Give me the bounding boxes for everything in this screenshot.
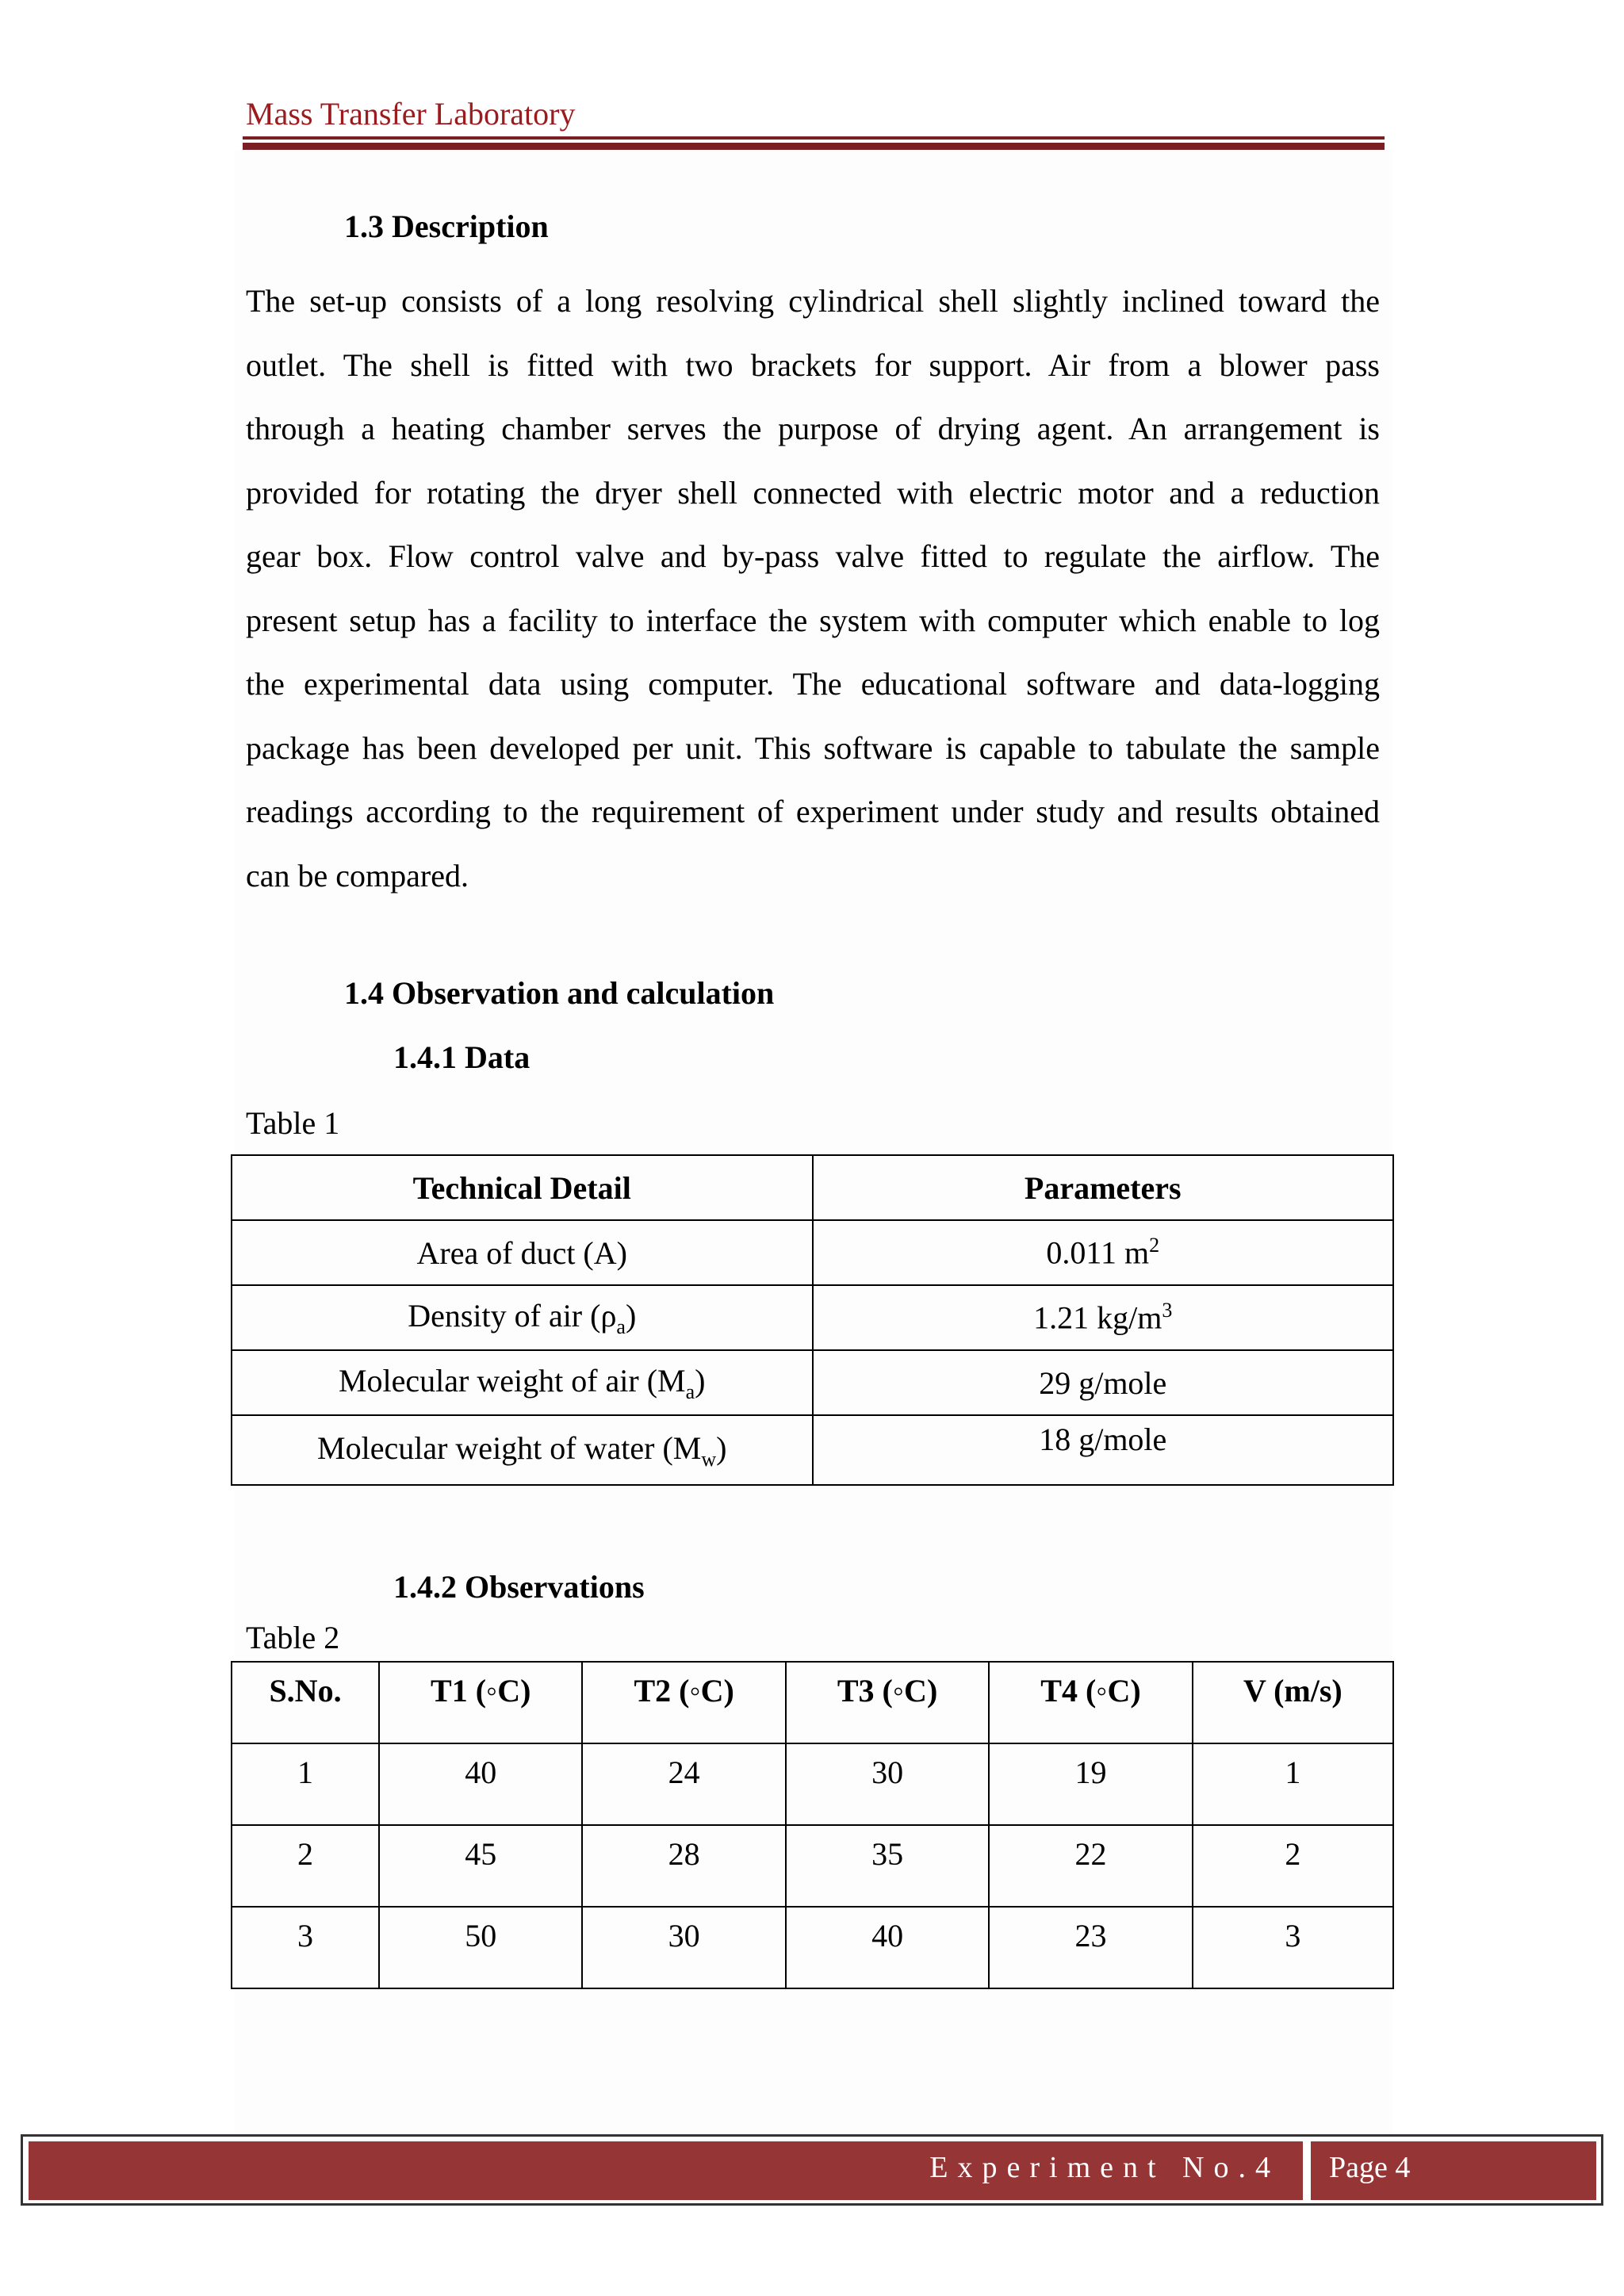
detail-cell: Area of duct (A) [232,1220,813,1285]
column-header-t3: T3 (◦C) [786,1662,989,1743]
header-rule [243,136,1385,140]
table-row [232,1907,1393,1988]
technical-detail-table [231,1154,1394,1486]
table-cell: 2 [232,1825,379,1907]
paragraph-line: readings according to the requirement of experiment under study and results obtained [246,794,1380,829]
paragraph-line: can be compared. [246,857,469,894]
table-row [232,1825,1393,1907]
paragraph-line: through a heating chamber serves the purpose of drying agent. An arrangement is [246,411,1380,446]
value-cell: 1.21 $kg/m^3$ [813,1285,1394,1350]
table-cell: 28 [582,1825,785,1907]
table-row [232,1350,1393,1415]
table-cell: 1 [232,1743,379,1825]
paragraph-line: gear box. Flow control valve and by-pass valve fitted to regulate the airflow. The [246,538,1380,574]
section-heading-observation: 1.4 Observation and calculation [344,975,775,1011]
table-cell: 1 [1193,1743,1393,1825]
table-cell: 45 [379,1825,582,1907]
table-cell: 30 [582,1907,785,1988]
table-cell: 40 [379,1743,582,1825]
column-header-sno: S.No. [232,1662,379,1743]
paragraph-line: present setup has a facility to interface the system with computer which enable to log [246,602,1380,638]
paragraph-line: provided for rotating the dryer shell connected with electric motor and a reduction [246,474,1380,511]
table-cell: 3 [1193,1907,1393,1988]
header-rule-thick [243,143,1385,150]
table1-caption: Table 1 [246,1105,340,1141]
value-cell: 18 g/mole [813,1415,1394,1485]
paragraph-line: The set-up consists of a long resolving cylindrical shell slightly inclined toward the [246,283,1380,319]
section-heading-description: 1.3 Description [344,209,549,244]
detail-cell: Density of air $(\rho_a)$ [232,1285,813,1350]
subsection-heading-observations: 1.4.2 Observations [393,1569,645,1605]
column-header-t4: T4 (◦C) [989,1662,1192,1743]
table2-caption: Table 2 [246,1620,340,1655]
column-header-parameters: Parameters [813,1155,1394,1220]
column-header-t1: T1 (◦C) [379,1662,582,1743]
footer-page-number: Page 4 [1329,2151,1411,2184]
detail-cell: Molecular weight of water $(M_w)$ [232,1415,813,1485]
column-header-technical-detail: Technical Detail [232,1155,813,1220]
value-cell: 0.011 $m^2$ [813,1220,1394,1285]
table-cell: 22 [989,1825,1192,1907]
table-cell: 50 [379,1907,582,1988]
table-cell: 23 [989,1907,1192,1988]
header-title: Mass Transfer Laboratory [246,96,576,132]
paragraph-line: outlet. The shell is fitted with two brackets for support. Air from a blower pass [246,346,1380,383]
table-cell: 19 [989,1743,1192,1825]
subsection-heading-data: 1.4.1 Data [393,1039,530,1075]
table-cell: 24 [582,1743,785,1825]
table-row [232,1415,1393,1485]
paragraph-line: package has been developed per unit. This software is capable to tabulate the sample [246,729,1380,766]
table-cell: 35 [786,1825,989,1907]
table-row [232,1743,1393,1825]
table-header-row [232,1662,1393,1743]
table-cell: 30 [786,1743,989,1825]
table-cell: 3 [232,1907,379,1988]
value-cell: 29 g/mole [813,1350,1394,1415]
column-header-velocity: V (m/s) [1193,1662,1393,1743]
footer-experiment-label: Experiment No.4 [929,2151,1280,2184]
column-header-t2: T2 (◦C) [582,1662,785,1743]
table-header-row [232,1155,1393,1220]
description-paragraph [246,270,1380,908]
table-cell: 2 [1193,1825,1393,1907]
observations-table [231,1661,1394,1989]
paragraph-line: the experimental data using computer. The educational software and data-logging [246,666,1380,702]
table-row [232,1285,1393,1350]
detail-cell: Molecular weight of air $(M_a)$ [232,1350,813,1415]
table-row [232,1220,1393,1285]
table-cell: 40 [786,1907,989,1988]
